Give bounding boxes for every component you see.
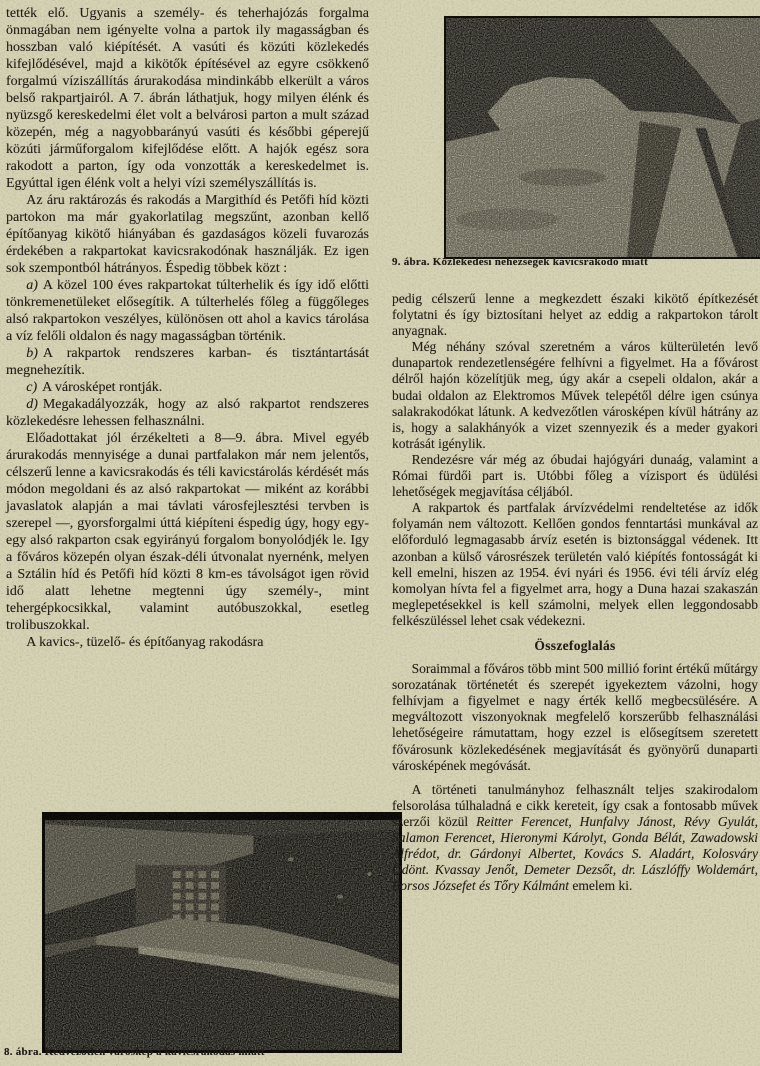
quay-gravel-photo	[446, 18, 760, 257]
footnote-lead: A történeti tanulmányhoz felhasznált teljes szakirodalom felsorolása túlhaladná e cikk kereteit, így csak a fontosabb művek szerzői közül	[392, 781, 758, 829]
paragraph: Rendezésre vár még az óbudai hajógyári dunaág, valamint a Római fürdői part is. Utóbbi főleg a vízisport és üdülési lehetőségek megjavítása céljából.	[392, 451, 758, 500]
list-item-text: A városképet rontják.	[42, 380, 163, 395]
paragraph: A rakpartok és partfalak árvízvédelmi rendeltetése az idők folyamán nem változott. Kellően gondos fenntartási munkával az előforduló legmagasabb árvíz esetén is biztonsággal védenek. Itt azonban a külső városrészek területén való kiépítés fontosságát ki kell emelni, hiszen az 1954. évi nyári és 1956. évi téli árvíz elég komolyan hívta fel a figyelmet arra, hogy a Duna hazai szakaszán meglepetésekkel is kell számolni, melyek ellen leggondosabb felkészüléssel lehet csak védekezni.	[392, 500, 758, 628]
figure-8-photo	[42, 812, 402, 1053]
footnote	[392, 782, 758, 895]
list-item-text: Megakadályozzák, hogy az alsó rakpartot rendszeres közlekedésre lehessen felhasználni.	[6, 397, 369, 429]
paragraph: Még néhány szóval szeretném a város külterületén levő dunapartok rendezetlenségére felhívni a figyelmet. Ha a fővárost délről hajón közelítjük meg, úgy akár a csepeli oldalon, akár a budai oldalon az Elektromos Művek telepétől délre igen csúnya salakrakodókat látunk. A kedvezőtlen városképen kívül hátrány az is, hogy a salakhányók a vizet szennyezik és a meder gyakori kotrását igénylik.	[392, 339, 758, 451]
figure-9-caption: 9. ábra. Közlekedési nehézségek kavicsrakodó miatt	[392, 256, 649, 268]
right-column	[392, 291, 758, 894]
figure-9	[444, 16, 760, 259]
list-item-text: A közel 100 éves rakpartokat túlterhelik és így idő előtti tönkremenetüleket elősegítik. A túlterhelés főleg a függőleges alsó rakpartokon veszélyes, különösen ott ahol a kavics tárolása a víz felőli oldalon és nagy magasságban történik.	[6, 278, 369, 344]
list-marker: a)	[26, 278, 38, 293]
list-marker: d)	[26, 397, 38, 412]
list-item	[6, 345, 369, 379]
paragraph: A kavics-, tüzelő- és építőanyag rakodásra	[26, 635, 264, 650]
figure-9-photo	[444, 16, 760, 259]
paragraph: Soraimmal a főváros több mint 500 millió forint értékű műtárgy sorozatának történetét és szerepét igyekeztem vázolni, hogy felhívjam a figyelmet e nagy érték kellő megbecsülésére. A megváltozott viszonyoknak megfelelő korszerűbb felhasználási lehetőségeire rámutattam, hogy ezzel is elősegítsem szeretett fővárosunk közlekedésének megjavítását és gyönyörű dunaparti városképének megóvását.	[392, 661, 758, 773]
list-item-text: A rakpartok rendszeres karban- és tisztántartását megnehezítik.	[6, 346, 369, 378]
cityscape-gravel-photo	[45, 820, 399, 1050]
list-item	[6, 277, 369, 345]
list-marker: b)	[26, 346, 38, 361]
list-item	[6, 396, 369, 430]
paragraph: Előadottakat jól érzékelteti a 8—9. ábra. Mivel egyéb árurakodás mennyisége a dunai partfalakon már nem jelentős, célszerű lenne a kavicsrakodás és téli kavicstárolás kérdését más módon megoldani és az alsó rakpartokat — miként az korábbi javaslatok alapján a mai távlati városfejlesztési tervben is szerepel —, gyorsforgalmi úttá kiépíteni éspedig úgy, hogy egy-egy alsó rakparton csak egyirányú forgalom bonyolódjék le. Igy a főváros közepén olyan észak-déli útvonalat nyernénk, melyen a Sztálin híd és Petőfi híd közti 8 km-es távolságot igen rövid idő alatt lehetne megtenni úgy személy-, mint tehergépkocsikkal, valamint autóbuszokkal, esetleg trolibuszokkal.	[6, 431, 369, 633]
paragraph: pedig célszerű lenne a megkezdett északi kikötő építkezését folytatni és így biztosítani helyet az eddig a rakpartokon tárolt anyagnak.	[392, 291, 758, 339]
footnote-tail: emelem ki.	[569, 878, 633, 894]
list-item	[6, 379, 369, 396]
figure-8	[42, 812, 402, 1053]
list-marker: c)	[26, 380, 38, 395]
paragraph: Az áru raktározás és rakodás a Margithíd és Petőfi híd közti partokon ma már gyakorlatilag megszűnt, azonban kellő építőanyag kikötő hiányában és gazdaságos közeli fuvarozás érdekében a rakpartokat kavicsrakodónak használják. Ez igen sok szempontból hátrányos. Éspedig többek közt :	[6, 193, 369, 276]
paragraph: tették elő. Ugyanis a személy- és teherhajózás forgalma önmagában nem igényelte volna a partok ily magasságban és hosszban való kiépítését. A vasúti és közúti közlekedés kifejlődésével, majd a kikötők építésével az egyre csökkenő forgalmú víziszállítás árurakodása mindinkább elkerült a város belső rakpartjairól. A 7. ábrán láthatjuk, hogy milyen élénk és nyüzsgő kereskedelmi élet volt a belvárosi parton a mult század közepén, még a nagyobbarányú vasúti és későbbi géperejű közúti járműforgalom kifejlődése előtt. A hajók egész sora rakodott a parton, így oda vonzották a kereskedelmet is. Egyúttal igen élénk volt a helyi vízi személyszállítás is.	[6, 6, 369, 191]
left-column	[6, 5, 369, 651]
section-heading: Összefoglalás	[534, 637, 616, 653]
footnote-author-names: Reitter Ferencet, Hunfalvy Jánost, Révy Gyulát, Salamon Ferencet, Hieronymi Károlyt, Gonda Bélát, Zawadowski Alfrédot, dr. Gárdonyi Albertet, Kovács S. Aladárt, Kolosváry Ödönt. Kvassay Jenőt, Demeter Dezsőt, dr. Lászlóffy Woldemárt, Borsos Józsefet és Tőry Kálmánt	[392, 813, 759, 894]
figure-8-caption: 8. ábra. Kedvezőtlen városkép a kavicsrakodás miatt	[4, 1046, 265, 1058]
